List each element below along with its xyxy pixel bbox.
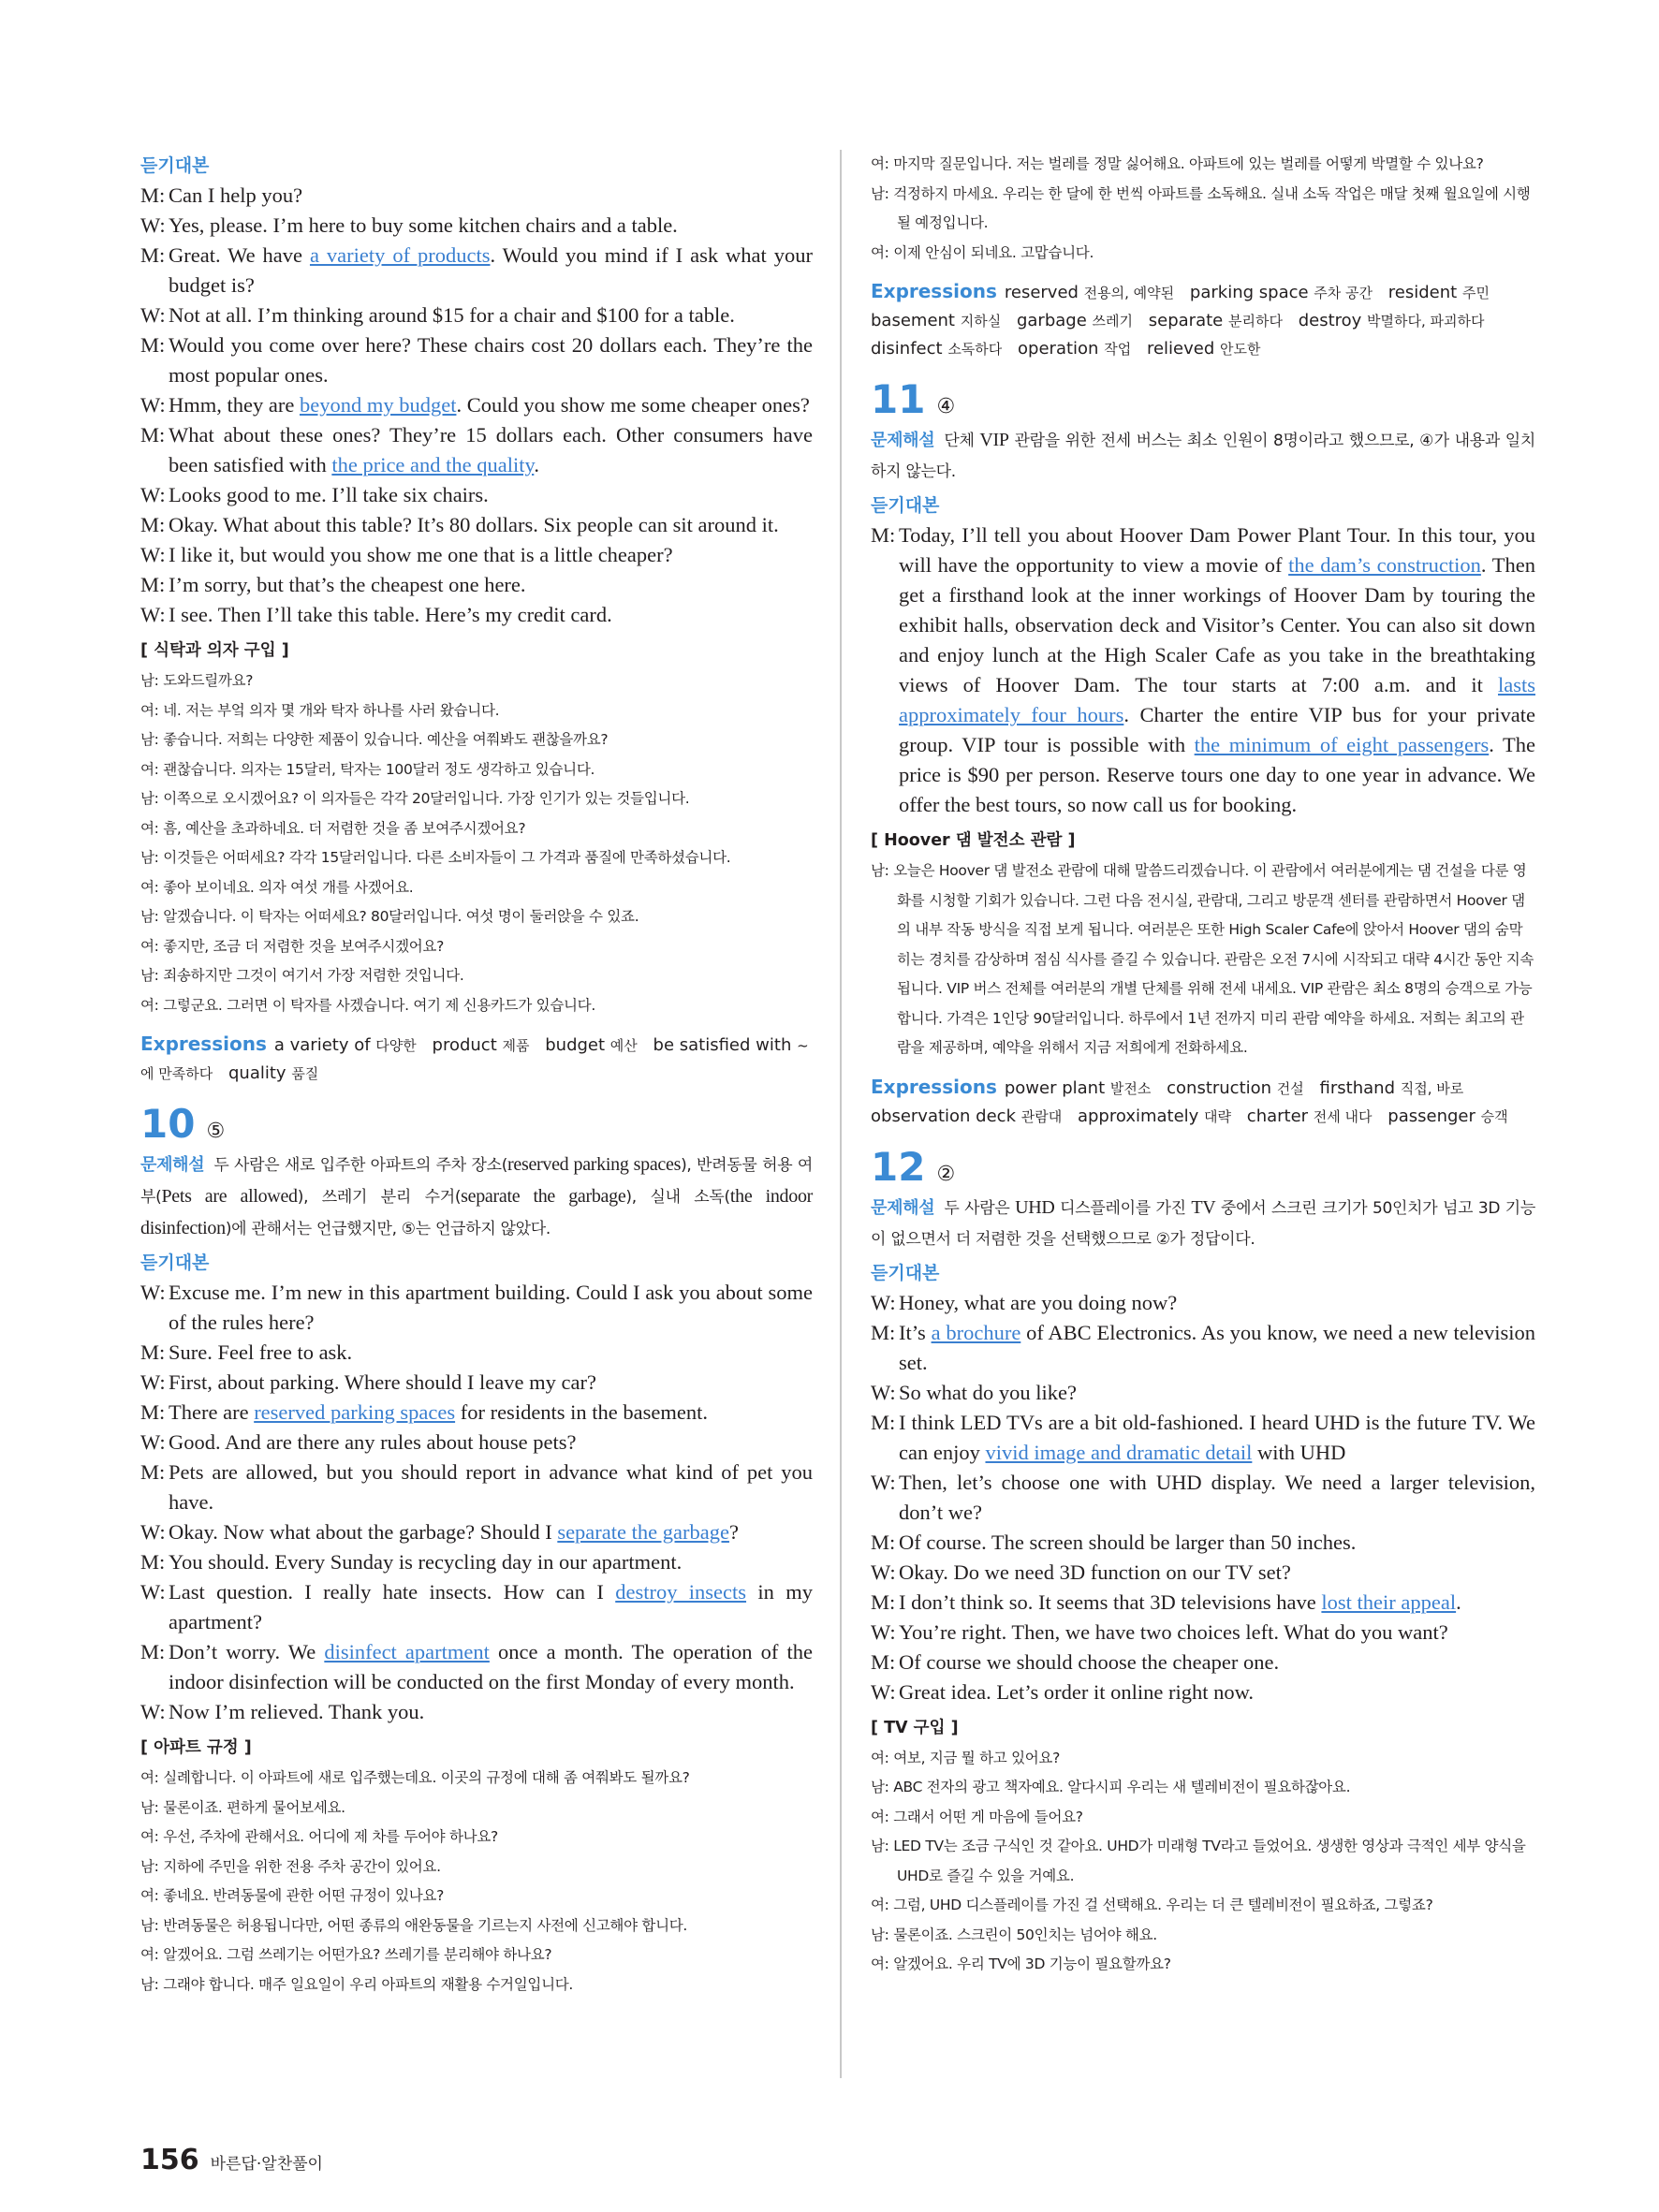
explanation-text: VIP [979,430,1009,450]
dialogue-line [140,1458,813,1517]
translation-line: 여: 흠, 예산을 초과하네요. 더 저렴한 것을 좀 보여주시겠어요? [140,819,526,837]
expression-term: resident [1387,283,1462,302]
line-text: You should. Every Sunday is recycling day in our apartment. [169,1550,683,1574]
expression-gloss: 다양한 [375,1037,421,1054]
speaker: W: [140,393,166,417]
translation-line: 여: 그래서 어떤 게 마음에 들어요? [871,1808,1083,1825]
dialogue-line [140,600,813,630]
expression-term: disinfect [871,339,948,359]
translation-q10-continued [871,150,1535,268]
speaker: W: [140,483,166,506]
question-number: 11 [871,376,926,422]
translation-line: 남: 물론이죠. 스크린이 50인치는 넘어야 해요. [871,1926,1157,1943]
line-text: of ABC Electronics. As you know, we need a new television set. [899,1320,1536,1374]
page-number: 156 [140,2144,199,2176]
expressions-label: Expressions [871,280,997,302]
line-text: What about these ones? They’re 15 dollars each. Other consumers have been satisfied with [169,423,813,476]
dialogue-line [871,1468,1535,1528]
line-text: Don’t worry. We [169,1640,325,1663]
dialogue-line [871,520,1535,820]
explanation-text: ), 쓰레기 분리 수거( [297,1188,462,1207]
expressions-label: Expressions [871,1075,997,1098]
expressions-q9 [140,1030,813,1088]
expression-gloss: 주민 [1461,285,1490,301]
speaker: W: [871,1470,896,1494]
key-phrase: disinfect apartment [324,1640,490,1663]
translation-line: 남: 이것들은 어떠세요? 각각 15달러입니다. 다른 소비자들이 그 가격과 품질에 만족하셨습니다. [140,849,731,866]
speaker: W: [140,303,166,327]
expression-term: approximately [1077,1106,1205,1126]
dialogue-line [871,1588,1535,1618]
translation-line: 남: 그래야 합니다. 매주 일요일이 우리 아파트의 재활용 수거일입니다. [140,1975,574,1993]
speaker: W: [871,1679,896,1704]
translation-line: 남: 이쪽으로 오시겠어요? 이 의자들은 각각 20달러입니다. 가장 인기가 있는 것들입니다. [140,790,690,807]
speaker: W: [140,1520,166,1544]
translation-line: 남: 반려동물은 허용됩니다만, 어떤 종류의 애완동물을 기르는지 사전에 신고해야 합니다. [140,1916,688,1934]
speaker: M: [871,1530,896,1554]
line-text: Okay. Do we need 3D function on our TV set? [899,1560,1291,1584]
speaker: W: [140,543,166,566]
line-text: in my apartment? [169,1580,813,1633]
translation-line: 여: 그렇군요. 그러면 이 탁자를 사겠습니다. 여기 제 신용카드가 있습니다. [140,996,595,1014]
translation-q12 [871,1744,1535,1980]
translation-q9 [140,667,813,1020]
expression-gloss: 쓰레기 [1092,313,1138,330]
speaker: M: [871,523,896,547]
dialogue-line [140,1338,813,1368]
expression-term: firsthand [1319,1077,1401,1098]
explanation-text: ), 반려동물 허용 여부( [140,1156,813,1207]
speaker: W: [871,1560,896,1584]
translation-line: 여: 좋네요. 반려동물에 관한 어떤 규정이 있나요? [140,1887,445,1904]
line-text: Pets are allowed, but you should report in advance what kind of pet you have. [169,1460,813,1514]
line-text: Can I help you? [169,183,303,207]
speaker: M: [140,1640,166,1663]
question-answer: ④ [936,395,956,418]
translation-q11 [871,857,1535,1063]
translation-line: 여: 좋아 보이네요. 의자 여섯 개를 사겠어요. [140,878,414,896]
speaker: W: [140,1580,166,1604]
question-number: 12 [871,1143,926,1190]
speaker: M: [140,1340,166,1364]
key-phrase: separate the garbage [557,1520,729,1544]
expression-gloss: 대략 [1204,1107,1236,1125]
line-text: for residents in the basement. [455,1400,709,1424]
speaker: W: [140,1430,166,1454]
expressions-label: Expressions [140,1033,267,1055]
explanation-text: 두 사람은 새로 입주한 아파트의 주차 장소( [213,1156,508,1175]
line-text: Last question. I really hate insects. How can I [169,1580,616,1604]
dialogue-line [871,1618,1535,1648]
dialogue-line [140,300,813,330]
translation-line: 남: 지하에 주민을 위한 전용 주차 공간이 있어요. [140,1857,441,1875]
explanation-tag: 문제해설 [140,1155,205,1175]
translation-line: 여: 마지막 질문입니다. 저는 벌레를 정말 싫어해요. 아파트에 있는 벌레를 어떻게 박멸할 수 있나요? [871,155,1484,172]
left-column [140,150,813,2000]
line-text: Great. We have [169,243,310,267]
explanation-text: the indoor disinfection [140,1186,814,1238]
expression-term: passenger [1387,1106,1481,1126]
expression-term: observation deck [871,1106,1021,1126]
speaker: W: [140,603,166,626]
speaker: M: [140,513,166,536]
expression-term: charter [1246,1106,1314,1126]
translation-line: 여: 이제 안심이 되네요. 고맙습니다. [871,243,1094,261]
expression-gloss: 전세 내다 [1313,1107,1377,1125]
key-phrase: a brochure [931,1320,1021,1344]
question-header-q11 [871,378,1535,421]
translation-line: 남: 좋습니다. 저희는 다양한 제품이 있습니다. 예산을 여쭤봐도 괜찮을까요? [140,731,609,748]
explanation-text: Pets are allowed [161,1186,298,1207]
speaker: M: [140,573,166,596]
line-text: I’m sorry, but that’s the cheapest one here. [169,573,526,596]
line-text: Excuse me. I’m new in this apartment building. Could I ask you about some of the rules here? [169,1281,813,1334]
speaker: M: [871,1589,896,1614]
expression-gloss: 관람대 [1020,1107,1066,1125]
expression-gloss: 발전소 [1109,1079,1156,1097]
translation-line: 남: LED TV는 조금 구식인 것 같아요. UHD가 미래형 TV라고 들었어요. 생생한 영상과 극적인 세부 양식을 UHD로 즐길 수 있을 거예요. [871,1838,1526,1884]
expression-term: quality [228,1063,292,1083]
line-text: Today, I’ll tell you about Hoover Dam Power Plant Tour. In this tour, you will have the opportunity to view a movie of [899,523,1535,577]
dialogue-line [871,1528,1535,1558]
expression-term: basement [871,311,961,330]
speaker: M: [871,1320,896,1344]
explanation-tag: 문제해설 [871,431,935,450]
explanation-text: TV [1191,1196,1216,1218]
line-text: Yes, please. I’m here to buy some kitchen chairs and a table. [169,213,678,237]
expression-gloss: 직접, 바로 [1400,1079,1464,1097]
key-phrase: the dam’s construction [1288,553,1481,577]
explanation-q10 [140,1150,813,1245]
question-answer: ⑤ [206,1120,226,1143]
script-header: 듣기대본 [140,155,210,176]
line-text: Looks good to me. I’ll take six chairs. [169,483,489,506]
dialogue-line [140,1577,813,1637]
dialogue-line [140,1428,813,1458]
line-text: . Could you show me some cheaper ones? [456,393,810,417]
line-text: with UHD [1252,1440,1346,1464]
speaker: M: [140,423,166,447]
expression-term: construction [1167,1077,1277,1098]
speaker: W: [871,1619,896,1644]
line-text: Of course we should choose the cheaper one. [899,1649,1280,1674]
explanation-text: reserved parking spaces [507,1154,682,1175]
translation-title: [ 아파트 규정 ] [140,1738,252,1757]
speaker: M: [140,1400,166,1424]
dialogue-line [140,1517,813,1547]
translation-line: 여: 우선, 주차에 관해서요. 어디에 제 차를 두어야 하나요? [140,1828,498,1845]
expression-gloss: 제품 [502,1037,535,1054]
dialogue-line [140,1637,813,1697]
line-text: . Would you mind if I ask what your budget is? [169,243,813,297]
line-text: Hmm, they are [169,393,300,417]
translation-line: 남: 도와드릴까요? [140,672,254,689]
translation-q10 [140,1764,813,2000]
explanation-text: 단체 [944,432,980,450]
speaker: W: [140,213,166,237]
column-divider [840,150,842,2078]
dialogue-line [871,1378,1535,1408]
speaker: M: [871,1649,896,1674]
translation-title: [ 식탁과 의자 구입 ] [140,641,289,660]
key-phrase: reserved parking spaces [254,1400,456,1424]
translation-line: 여: 실례합니다. 이 아파트에 새로 입주했는데요. 이곳의 규정에 대해 좀 여쭤봐도 될까요? [140,1769,690,1786]
key-phrase: lost their appeal [1321,1589,1457,1614]
line-text: You’re right. Then, we have two choices left. What do you want? [899,1619,1448,1644]
translation-title: [ Hoover 댐 발전소 관람 ] [871,831,1076,850]
expression-term: relieved [1146,339,1220,359]
expression-gloss: 소독하다 [947,341,1007,358]
line-text: I don’t think so. It seems that 3D televisions have [899,1589,1322,1614]
explanation-text: )에 관해서는 언급했지만, ⑤는 언급하지 않았다. [225,1220,551,1238]
key-phrase: destroy insects [615,1580,747,1604]
speaker: M: [140,333,166,357]
translation-title: [ TV 구입 ] [871,1718,959,1737]
expression-term: budget [545,1035,610,1055]
line-text: Sure. Feel free to ask. [169,1340,353,1364]
line-text: Good. And are there any rules about house pets? [169,1430,577,1454]
speaker: W: [871,1380,896,1404]
line-text: It’s [899,1320,932,1344]
script-header: 듣기대본 [871,1262,940,1283]
expression-gloss: 안도한 [1219,341,1261,358]
speaker: M: [140,1460,166,1484]
key-phrase: the price and the quality [331,453,535,476]
expression-gloss: 작업 [1104,341,1136,358]
line-text: I see. Then I’ll take this table. Here’s my credit card. [169,603,612,626]
dialogue-line [140,1368,813,1398]
speaker: M: [871,1410,896,1434]
speaker: M: [140,1550,166,1574]
line-text: Of course. The screen should be larger than 50 inches. [899,1530,1357,1554]
dialogue-q12 [871,1288,1535,1707]
dialogue-line [140,241,813,300]
dialogue-line [871,1558,1535,1588]
speaker: W: [140,1281,166,1304]
explanation-q12 [871,1193,1535,1255]
line-text: . [534,453,539,476]
translation-line: 남: 알겠습니다. 이 탁자는 어떠세요? 80달러입니다. 여섯 명이 둘러앉을 수 있죠. [140,908,639,925]
translation-line: 남: 물론이죠. 편하게 물어보세요. [140,1798,345,1816]
expression-gloss: 지하실 [960,313,1006,330]
expression-term: power plant [1004,1077,1110,1098]
explanation-text: 두 사람은 [944,1198,1016,1218]
dialogue-line [871,1677,1535,1707]
dialogue-line [140,1398,813,1428]
speaker: M: [140,243,166,267]
dialogue-line [140,181,813,211]
line-text: I think LED TVs are a bit old-fashioned. I heard UHD is the future TV. We can enjoy [899,1410,1535,1464]
expression-gloss: 전용의, 예약된 [1083,285,1179,301]
translation-line: 남: 죄송하지만 그것이 여기서 가장 저렴한 것입니다. [140,967,464,984]
explanation-text: separate the garbage [461,1186,626,1207]
expression-gloss: 분리하다 [1227,313,1287,330]
dialogue-line [140,211,813,241]
explanation-q11 [871,425,1535,488]
question-header-q10 [140,1103,813,1146]
line-text: Would you come over here? These chairs cost 20 dollars each. They’re the most popular ones. [169,333,813,387]
line-text: Okay. Now what about the garbage? Should I [169,1520,558,1544]
dialogue-line [140,330,813,390]
expressions-q11 [871,1073,1535,1131]
page-footer [140,2144,323,2176]
dialogue-line [140,1697,813,1727]
dialogue-q9 [140,181,813,630]
translation-line: 여: 알겠어요. 그럼 쓰레기는 어떤가요? 쓰레기를 분리해야 하나요? [140,1946,552,1963]
translation-line: 여: 좋지만, 조금 더 저렴한 것을 보여주시겠어요? [140,937,445,955]
line-text: So what do you like? [899,1380,1077,1404]
expression-term: product [432,1035,503,1055]
dialogue-line [871,1288,1535,1318]
expression-term: a variety of [273,1035,376,1055]
key-phrase: a variety of products [309,243,491,267]
dialogue-line [140,420,813,480]
expression-gloss: 건설 [1276,1079,1309,1097]
speaker: W: [871,1290,896,1314]
expression-gloss: 예산 [609,1037,642,1054]
line-text: once a month. The operation of the indoor disinfection will be conducted on the first Monday of every month. [169,1640,813,1693]
translation-line: 여: 괜찮습니다. 의자는 15달러, 탁자는 100달러 정도 생각하고 있습니다. [140,760,595,778]
key-phrase: lasts approximately four hours [899,673,1535,726]
expression-term: garbage [1016,311,1093,330]
expression-term: reserved [1004,283,1084,302]
dialogue-line [871,1648,1535,1677]
expression-term: separate [1148,311,1228,330]
translation-line: 여: 여보, 지금 뭘 하고 있어요? [871,1749,1061,1766]
key-phrase: beyond my budget [299,393,457,417]
script-header: 듣기대본 [871,495,940,516]
expressions-q10 [871,277,1535,363]
dialogue-line [140,540,813,570]
expression-gloss: 승객 [1480,1107,1508,1125]
speaker: W: [140,1370,166,1394]
right-column [871,150,1535,1980]
dialogue-line [140,1547,813,1577]
line-text: There are [169,1400,255,1424]
expression-gloss: ~에 만족하다 [140,1037,809,1082]
expression-term: parking space [1189,283,1314,302]
dialogue-line [140,480,813,510]
dialogue-line [140,570,813,600]
expression-gloss: 박멸하다, 파괴하다 [1367,313,1485,330]
translation-line: 여: 그럼, UHD 디스플레이를 가진 걸 선택해요. 우리는 더 큰 텔레비전이 필요하죠, 그렇죠? [871,1897,1433,1913]
dialogue-q11 [871,520,1535,820]
translation-line: 남: 오늘은 Hoover 댐 발전소 관람에 대해 말씀드리겠습니다. 이 관람에서 여러분에게는 댐 건설을 다룬 영화를 시청할 기회가 있습니다. 그런 다음 전시실, 관람대, 그리고 방문객 센터를 관람하면서 Hoover 댐의 내부 작동 방식을 직접 보게 됩니다. 여러분은 또한 High Scaler Cafe에 앉아서 Hoover 댐의 숨막히는 경치를 감상하며 점심 식사를 즐길 수 있습니다. 관람은 오전 7시에 시작되고 대략 4시간 동안 지속됩니다. VIP 버스 전체를 여러분의 개별 단체를 위해 전세 내세요. VIP 관람은 최소 8명의 승객으로 가능합니다. 가격은 1인당 90달러입니다. 하루에서 1년 전까지 미리 관람 예약을 하세요. 저희는 최고의 관람을 제공하며, 예약을 위해서 지금 저희에게 전화하세요. [871,862,1534,1056]
explanation-tag: 문제해설 [871,1197,935,1218]
dialogue-q10 [140,1278,813,1727]
script-header: 듣기대본 [140,1252,210,1273]
explanation-text: 중에서 스크린 크기가 50인치가 넘고 3D 기능이 없으면서 더 저렴한 것을 선택했으므로 ②가 정답이다. [871,1198,1535,1249]
question-answer: ② [936,1162,956,1186]
translation-line: 여: 네. 저는 부엌 의자 몇 개와 탁자 하나를 사러 왔습니다. [140,701,500,719]
dialogue-line [871,1318,1535,1378]
question-header-q12 [871,1143,1535,1190]
expression-term: destroy [1298,311,1368,330]
dialogue-line [140,510,813,540]
explanation-text: 디스플레이를 가진 [1054,1198,1192,1218]
line-text: I like it, but would you show me one that is a little cheaper? [169,543,673,566]
explanation-text: UHD [1015,1196,1055,1218]
line-text: Okay. What about this table? It’s 80 dollars. Six people can sit around it. [169,513,779,536]
line-text: . Charter the entire VIP bus for your private group. VIP tour is possible with [899,703,1535,756]
line-text: Not at all. I’m thinking around $15 for a chair and $100 for a table. [169,303,735,327]
line-text: . The price is $90 per person. Reserve tours one day to one year in advance. We offer the best tours, so now call us for booking. [899,733,1535,816]
line-text: Great idea. Let’s order it online right now. [899,1679,1255,1704]
line-text: Honey, what are you doing now? [899,1290,1178,1314]
expression-term: operation [1018,339,1105,359]
question-number: 10 [140,1101,196,1147]
line-text: Now I’m relieved. Thank you. [169,1700,425,1723]
translation-line: 남: ABC 전자의 광고 책자예요. 알다시피 우리는 새 텔레비전이 필요하잖아요. [871,1779,1351,1795]
key-phrase: vivid image and dramatic detail [985,1440,1253,1464]
expression-gloss: 품질 [291,1065,319,1082]
explanation-text: ), 실내 소독( [625,1188,730,1207]
line-text: . [1456,1589,1461,1614]
dialogue-line [140,390,813,420]
line-text: . Then get a firsthand look at the inner workings of Hoover Dam by touring the exhibit halls, observation deck and Visitor’s Center. You can also sit down and enjoy lunch at the High Scaler Cafe as you take in the breathtaking views of Hoover Dam. The tour starts at 7:00 a.m. and it [899,553,1535,696]
key-phrase: the minimum of eight passengers [1194,733,1490,756]
translation-line: 여: 알겠어요. 우리 TV에 3D 기능이 필요할까요? [871,1956,1171,1972]
line-text: Then, let’s choose one with UHD display. We need a larger television, don’t we? [899,1470,1535,1524]
speaker: W: [140,1700,166,1723]
speaker: M: [140,183,166,207]
line-text: ? [728,1520,739,1544]
book-title: 바른답·알찬풀이 [210,2155,323,2174]
explanation-text: 관람을 위한 전세 버스는 최소 인원이 8명이라고 했으므로, ④가 내용과 일치하지 않는다. [871,432,1535,481]
expression-gloss: 주차 공간 [1314,285,1377,301]
dialogue-line [140,1278,813,1338]
line-text: First, about parking. Where should I leave my car? [169,1370,596,1394]
dialogue-line [871,1408,1535,1468]
translation-line: 남: 걱정하지 마세요. 우리는 한 달에 한 번씩 아파트를 소독해요. 실내 소독 작업은 매달 첫째 월요일에 시행될 예정입니다. [871,184,1531,231]
expression-term: be satisfied with [653,1035,798,1055]
